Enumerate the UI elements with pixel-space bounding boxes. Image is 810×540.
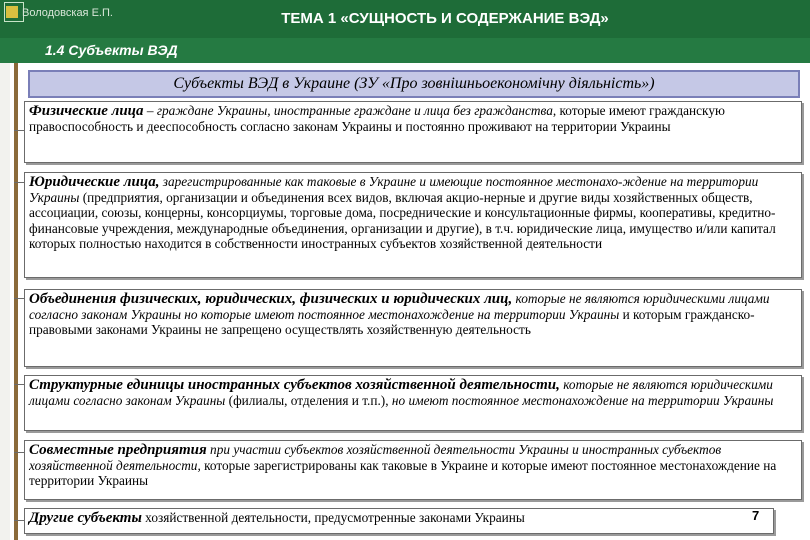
subject-italic: – граждане Украины, иностранные граждане и лица без гражданства [143, 103, 553, 118]
subject-box-joint-ventures [24, 440, 802, 500]
page-number: 7 [752, 508, 760, 523]
connector-line [14, 384, 24, 385]
subject-box-legal-entities [24, 172, 802, 278]
slide-subtitle: 1.4 Субъекты ВЭД [45, 42, 178, 58]
connector-line [14, 452, 24, 453]
subject-plain: хозяйственной деятельности, предусмотренные законами Украины [141, 510, 525, 525]
subject-lead: Физические лица [29, 103, 144, 119]
subject-box-associations [24, 289, 802, 367]
subject-plain: , которые имеют гражданскую правоспособность и дееспособность согласно законам Украины и постоянно проживают на территории Украины [29, 103, 725, 135]
header-band [0, 0, 810, 63]
left-margin [0, 63, 10, 540]
connector-line [14, 520, 24, 521]
subject-plain: (предприятия, организации и объединения всех видов, включая акцио-нерные и другие виды хозяйственных обществ, ассоциации, союзы, концерны, консорциумы, торговые дома, посреднические и консультационные фирмы, кооперативы, кредитно-финансовые учреждения, международные объединения, организации и другие), в т.ч. юридические лица, имущество и/или капитал которых полностью находится в собственности иностранных субъектов хозяйственной деятельности [29, 190, 776, 251]
connector-line [14, 130, 24, 131]
subject-italic-2: но имеют постоянное местонахождение на территории Украины [388, 393, 774, 409]
subject-plain: (филиалы, отделения и т.п.), [225, 393, 389, 409]
subject-italic: при участии субъектов хозяйственной деятельности Украины и иностранных субъектов хозяйственной деятельности, [29, 442, 722, 474]
subject-italic: зарегистрированные как таковые в Украине и имеющие постоянное местонахо-ждение на территории Украины [29, 174, 759, 206]
subject-italic: которые не являются юридическими лицами согласно законам Украины [29, 377, 773, 409]
left-rail [14, 63, 18, 540]
subject-lead: Структурные единицы иностранных субъектов хозяйственной деятельности, [29, 377, 560, 393]
subject-plain: и которым гражданско-правовыми законами Украины не запрещено осуществлять хозяйственную деятельность [29, 307, 755, 338]
logo-square-icon [6, 6, 18, 18]
main-banner: Субъекты ВЭД в Украине (ЗУ «Про зовнішньоекономічну діяльність») [28, 70, 800, 98]
subject-plain: которые зарегистрированы как таковые в Украине и которые имеют постоянное местонахождение на территории Украины [29, 458, 777, 489]
subject-lead: Другие субъекты [29, 510, 142, 526]
subject-lead: Совместные предприятия [29, 442, 207, 458]
subject-italic: которые не являются юридическими лицами согласно законам Украины но которые имеют постоянное местонахождение на территории Украины [29, 291, 770, 323]
subject-box-individuals [24, 101, 802, 163]
subject-box-structural-units [24, 375, 802, 431]
slide-title: ТЕМА 1 «СУЩНОСТЬ И СОДЕРЖАНИЕ ВЭД» [281, 10, 609, 27]
connector-line [14, 298, 24, 299]
connector-line [14, 182, 24, 183]
subject-lead: Объединения физических, юридических, физических и юридических лиц, [29, 291, 513, 307]
subject-box-other [24, 508, 774, 534]
author-name: Володовская Е.П. [22, 7, 113, 19]
subject-lead: Юридические лица, [29, 174, 160, 190]
